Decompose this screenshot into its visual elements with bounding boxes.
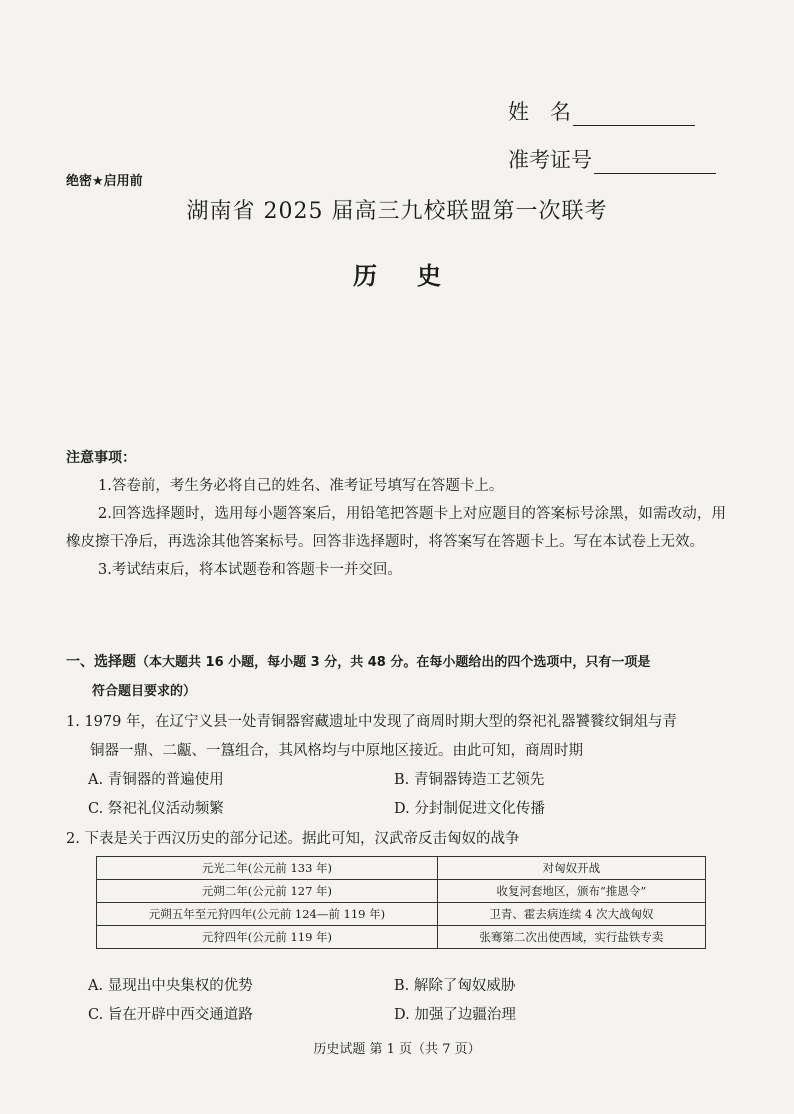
section-desc-2: 符合题目要求的） bbox=[92, 684, 197, 699]
table-cell: 收复河套地区，颁布“推恩令” bbox=[437, 880, 705, 903]
exam-title: 湖南省 2025 届高三九校联盟第一次联考 bbox=[186, 199, 608, 224]
name-row bbox=[508, 78, 716, 126]
option-c[interactable]: C. 祭祀礼仪活动频繁 bbox=[88, 801, 224, 817]
option-d[interactable]: D. 加强了边疆治理 bbox=[394, 1007, 516, 1023]
option-d[interactable]: D. 分封制促进文化传播 bbox=[394, 801, 545, 817]
notice-item: 3.考试结束后，将本试题卷和答题卡一并交回。 bbox=[98, 562, 402, 578]
table-cell: 元朔二年(公元前 127 年) bbox=[97, 880, 438, 903]
table-cell: 对匈奴开战 bbox=[437, 857, 705, 880]
table-row bbox=[97, 926, 706, 949]
subject-title: 历史 bbox=[353, 262, 481, 290]
question-1 bbox=[66, 708, 730, 824]
table-cell: 张骞第二次出使西域，实行盐铁专卖 bbox=[437, 926, 705, 949]
table-row bbox=[97, 857, 706, 880]
table-row bbox=[97, 903, 706, 926]
exam-id-row bbox=[508, 126, 716, 174]
table-cell: 元狩四年(公元前 119 年) bbox=[97, 926, 438, 949]
table-row bbox=[97, 880, 706, 903]
table-cell: 卫青、霍去病连续 4 次大战匈奴 bbox=[437, 903, 705, 926]
question-stem: 1. 1979 年，在辽宁义县一处青铜器窖藏遗址中发现了商周时期大型的祭祀礼器饕餮纹铜俎与青 bbox=[66, 714, 677, 730]
option-b[interactable]: B. 青铜器铸造工艺领先 bbox=[394, 772, 545, 788]
secret-label: 绝密★启用前 bbox=[66, 174, 143, 189]
question-stem-cont: 铜器一鼎、二甗、一簋组合，其风格均与中原地区接近。由此可知，商周时期 bbox=[90, 743, 583, 759]
candidate-info bbox=[508, 78, 716, 174]
option-a[interactable]: A. 青铜器的普遍使用 bbox=[88, 772, 224, 788]
history-table bbox=[96, 856, 706, 949]
option-c[interactable]: C. 旨在开辟中西交通道路 bbox=[88, 1007, 253, 1023]
page-footer: 历史试题 第 1 页（共 7 页） bbox=[313, 1042, 481, 1057]
name-label: 姓 名 bbox=[508, 100, 571, 124]
notice-block bbox=[66, 444, 726, 584]
section-heading-block bbox=[66, 648, 730, 706]
exam-id-blank[interactable] bbox=[594, 151, 716, 174]
name-blank[interactable] bbox=[573, 103, 695, 126]
notice-item: 1.答卷前，考生务必将自己的姓名、准考证号填写在答题卡上。 bbox=[98, 478, 504, 494]
question-stem: 2. 下表是关于西汉历史的部分记述。据此可知，汉武帝反击匈奴的战争 bbox=[66, 831, 520, 847]
options bbox=[66, 972, 730, 1030]
table-cell: 元朔五年至元狩四年(公元前 124—前 119 年) bbox=[97, 903, 438, 926]
notice-heading: 注意事项： bbox=[66, 450, 136, 466]
section-desc-1: （本大题共 16 小题，每小题 3 分，共 48 分。在每小题给出的四个选项中，只有一项是 bbox=[136, 655, 651, 670]
notice-item: 2.回答选择题时，选用每小题答案后，用铅笔把答题卡上对应题目的答案标号涂黑，如需改动，用橡皮擦干净后，再选涂其他答案标号。回答非选择题时，将答案写在答题卡上。写在本试卷上无效。 bbox=[66, 506, 726, 550]
option-a[interactable]: A. 显现出中央集权的优势 bbox=[88, 978, 253, 994]
question-2-options bbox=[66, 972, 730, 1030]
options bbox=[66, 766, 730, 824]
exam-id-label: 准考证号 bbox=[508, 148, 592, 172]
option-b[interactable]: B. 解除了匈奴威胁 bbox=[394, 978, 516, 994]
section-heading: 一、选择题 bbox=[66, 654, 136, 670]
question-2 bbox=[66, 825, 730, 854]
table-cell: 元光二年(公元前 133 年) bbox=[97, 857, 438, 880]
